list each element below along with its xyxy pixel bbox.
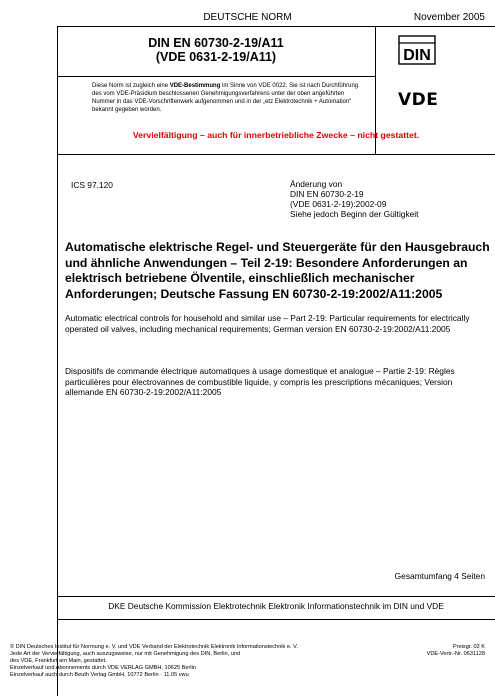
footer-line: Einzelverkauf und Abonnements durch VDE VERLAG GMBH, 10625 Berlin xyxy=(10,665,196,671)
vde-number: (VDE 0631-2-19/A11) xyxy=(155,50,277,64)
vde-logo: VDE xyxy=(398,90,439,110)
header-divider xyxy=(57,154,495,155)
change-line: (VDE 0631-2-19):2002-09 xyxy=(290,199,387,209)
footer-line: Einzelverkauf auch durch Beuth Verlag GmbH, 10772 Berlin · 11.05 vwu xyxy=(10,672,189,678)
footer-line: des VDE, Frankfurt am Main, gestattet. xyxy=(10,658,107,664)
french-title: Dispositifs de commande électrique automatiques à usage domestique et analogue – Partie 2-19: Règles particulières pour électrovannes de combustible liquide, y compris les prescriptions mécaniques; Version allemande EN 60730-2-19:2002/A11:2005 xyxy=(65,366,455,397)
din-logo xyxy=(398,35,436,65)
title-divider xyxy=(57,76,375,77)
notice-text-1: Diese Norm ist zugleich eine xyxy=(92,83,170,89)
price-group: Preisgr. 02 K xyxy=(452,644,485,650)
dke-line: DKE Deutsche Kommission Elektrotechnik Elektronik Informationstechnik im DIN und VDE xyxy=(108,601,444,611)
price-block xyxy=(427,644,485,658)
change-line: Siehe jedoch Beginn der Gültigkeit xyxy=(290,209,419,219)
norm-label: DEUTSCHE NORM xyxy=(203,12,292,23)
publication-date: November 2005 xyxy=(413,12,485,23)
standard-number-block xyxy=(57,36,375,64)
english-title: Automatic electrical controls for household and similar use – Part 2-19: Particular requirements for electrically operated oil valves, including mechanical requirements; German version EN 60730-2-19:2002/A11:2005 xyxy=(65,313,470,334)
footer-line: Jede Art der Vervielfältigung, auch auszugsweise, nur mit Genehmigung des DIN, Berlin, und xyxy=(10,651,241,657)
copyright-footer xyxy=(10,644,410,679)
dke-bottom-rule xyxy=(57,619,495,620)
vde-notice xyxy=(92,82,367,114)
order-number: VDE-Vertr.-Nr. 0631128 xyxy=(426,651,485,657)
footer-line: © DIN Deutsches Institut für Normung e. V. und VDE Verband der Elektrotechnik Elektronik Informationstechnik e. V. xyxy=(10,644,298,650)
din-logo-text: DIN xyxy=(403,47,431,64)
dke-top-rule xyxy=(57,596,495,597)
reproduction-notice: Vervielfältigung – auch für innerbetriebliche Zwecke – nicht gestattet. xyxy=(132,130,420,140)
standard-number: DIN EN 60730-2-19/A11 xyxy=(148,36,284,50)
change-note xyxy=(290,179,419,219)
change-line: Änderung von xyxy=(290,179,343,189)
notice-text-2: im Sinne von VDE 0022. Sie ist nach Durchführung des vom VDE-Präsidium beschlossenen Genehmigungsverfahrens unter der oben angeführten Nummer in das VDE-Vorschriftenwerk aufgenommen und in der „etz Elektrotechnik + Automation“ bekannt gegeben worden. xyxy=(92,83,359,113)
change-line: DIN EN 60730-2-19 xyxy=(290,189,364,199)
ics-code: ICS 97.120 xyxy=(71,180,113,190)
notice-bold: VDE-Bestimmung xyxy=(169,83,221,89)
total-pages: Gesamtumfang 4 Seiten xyxy=(394,571,485,581)
german-title: Automatische elektrische Regel- und Steuergeräte für den Hausgebrauch und ähnliche Anwendungen – Teil 2-19: Besondere Anforderungen an elektrisch betriebene Ölventile, einschließlich mechanischer Anforderungen; Deutsche Fassung EN 60730-2-19:2002/A11:2005 xyxy=(65,240,490,301)
